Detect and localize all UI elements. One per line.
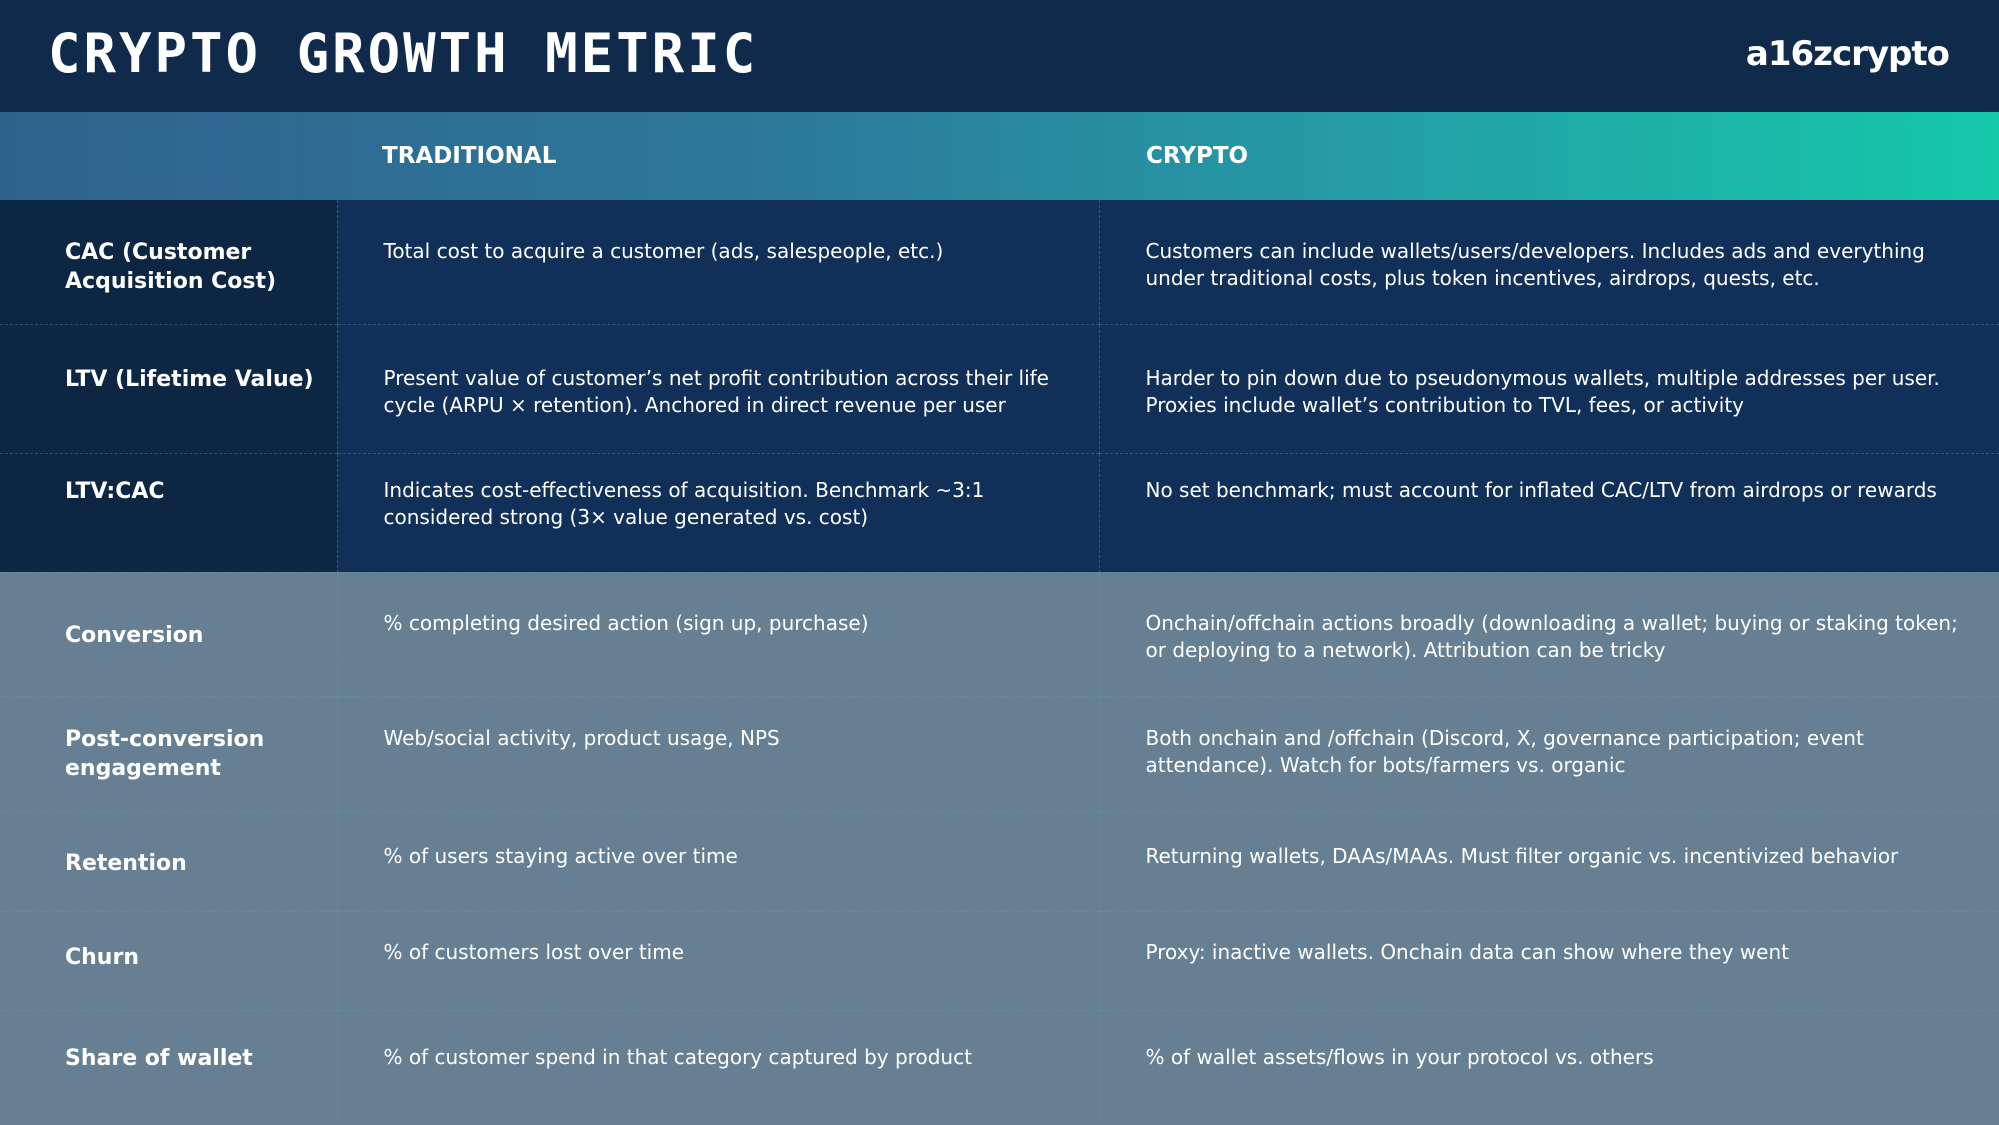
metric-name: Conversion (65, 622, 204, 648)
table-row (0, 453, 1999, 572)
traditional-text: % of customers lost over time (383, 939, 685, 964)
metrics-table (0, 200, 1999, 1122)
crypto-cell (1099, 453, 1999, 572)
traditional-text: Indicates cost-effectiveness of acquisition. Benchmark ~3:1 considered strong (3× value generated vs. cost) (383, 477, 985, 529)
table-row (0, 911, 1999, 1010)
traditional-text: Present value of customer’s net profit contribution across their life cycle (ARPU × retention). Anchored in direct revenue per user (383, 365, 1049, 417)
crypto-text: Customers can include wallets/users/developers. Includes ads and everything under traditional costs, plus token incentives, airdrops, quests, etc. (1145, 239, 1925, 290)
metric-cell (0, 1010, 337, 1122)
metric-cell (0, 911, 337, 1010)
crypto-text: Returning wallets, DAAs/MAAs. Must filter organic vs. incentivized behavior (1145, 843, 1899, 868)
table-row (0, 1010, 1999, 1122)
column-header-bar (0, 112, 1999, 200)
table-row (0, 572, 1999, 696)
metric-name: Retention (65, 850, 187, 876)
crypto-cell (1099, 911, 1999, 1010)
crypto-cell (1099, 1010, 1999, 1122)
traditional-cell (337, 696, 1099, 812)
traditional-text: % completing desired action (sign up, purchase) (383, 610, 869, 635)
crypto-cell (1099, 200, 1999, 324)
metric-cell (0, 453, 337, 572)
page-title: CRYPTO GROWTH METRIC (48, 22, 759, 85)
traditional-text: Web/social activity, product usage, NPS (383, 725, 780, 750)
metric-name: LTV (Lifetime Value) (65, 366, 314, 392)
crypto-cell (1099, 812, 1999, 911)
metric-name: LTV:CAC (65, 478, 165, 504)
traditional-cell (337, 200, 1099, 324)
traditional-cell (337, 324, 1099, 453)
metric-cell (0, 324, 337, 453)
metric-name: Post-conversion engagement (65, 726, 265, 781)
traditional-text: % of customer spend in that category captured by product (383, 1044, 972, 1069)
traditional-cell (337, 572, 1099, 696)
metric-cell (0, 200, 337, 324)
metric-name: Share of wallet (65, 1045, 253, 1071)
crypto-cell (1099, 572, 1999, 696)
crypto-text: Proxy: inactive wallets. Onchain data can show where they went (1145, 939, 1789, 964)
table-row (0, 812, 1999, 911)
column-header-traditional: TRADITIONAL (382, 143, 557, 169)
crypto-cell (1099, 324, 1999, 453)
traditional-cell (337, 453, 1099, 572)
crypto-text: Onchain/offchain actions broadly (downloading a wallet; buying or staking token; or deploying to a network). Attribution can be tricky (1145, 610, 1958, 662)
crypto-cell (1099, 696, 1999, 812)
metric-name: Churn (65, 944, 139, 970)
table-row (0, 324, 1999, 453)
traditional-cell (337, 1010, 1099, 1122)
crypto-text: No set benchmark; must account for inflated CAC/LTV from airdrops or rewards (1145, 477, 1937, 502)
crypto-text: Harder to pin down due to pseudonymous wallets, multiple addresses per user. Proxies include wallet’s contribution to TVL, fees, or activity (1145, 365, 1940, 417)
table-row (0, 696, 1999, 812)
table-row (0, 200, 1999, 324)
traditional-cell (337, 911, 1099, 1010)
traditional-text: % of users staying active over time (383, 843, 738, 868)
metric-cell (0, 696, 337, 812)
traditional-cell (337, 812, 1099, 911)
metric-cell (0, 812, 337, 911)
metric-cell (0, 572, 337, 696)
metric-name: CAC (Customer Acquisition Cost) (65, 240, 277, 294)
brand-logo: a16zcrypto (1745, 34, 1949, 74)
crypto-text: % of wallet assets/flows in your protocol vs. others (1145, 1044, 1654, 1069)
traditional-text: Total cost to acquire a customer (ads, salespeople, etc.) (383, 239, 944, 263)
page-header (0, 0, 1999, 112)
crypto-text: Both onchain and /offchain (Discord, X, governance participation; event attendance). Watch for bots/farmers vs. organic (1145, 725, 1864, 777)
column-header-crypto: CRYPTO (1146, 143, 1249, 169)
